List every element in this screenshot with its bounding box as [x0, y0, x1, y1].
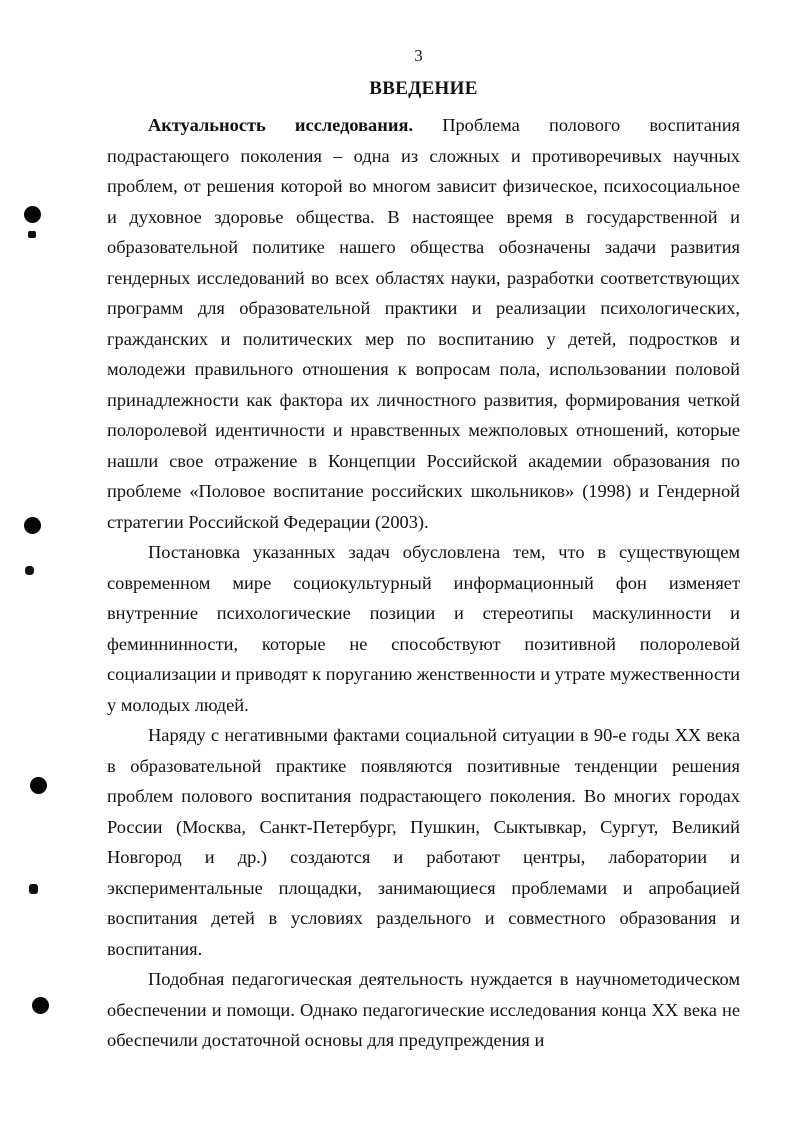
body-text: [107, 110, 740, 1056]
margin-speck: [25, 566, 34, 575]
margin-speck: [28, 231, 36, 238]
binder-hole-mark: [24, 517, 41, 534]
paragraph: Подобная педагогическая деятельность нуждается в научнометодическом обеспечении и помощи. Однако педагогические исследования конца XX века не обеспечили достаточной основы для предупреждения и: [107, 969, 740, 1050]
paragraph: Наряду с негативными фактами социальной ситуации в 90-е годы XX века в образовательной практике появляются позитивные тенденции решения проблем полового воспитания подрастающего поколения. Во многих городах России (Москва, Санкт-Петербург, Пушкин, Сыктывкар, Сургут, Великий Новгород и др.) создаются и работают центры, лаборатории и экспериментальные площадки, занимающиеся проблемами и апробацией воспитания детей в условиях раздельного и совместного образования и воспитания.: [107, 725, 740, 959]
paragraph-text: Проблема полового воспитания подрастающего поколения – одна из сложных и противоречивых научных проблем, от решения которой во многом зависит физическое, психосоциальное и духовное здоровье общества. В настоящее время в государственной и образовательной политике нашего общества обозначены задачи развития гендерных исследований во всех областях науки, разработки соответствующих программ для образовательной практики и реализации психологических, гражданских и политических мер по воспитанию у детей, подростков и молодежи правильного отношения к вопросам пола, использовании половой принадлежности как фактора их личностного развития, формирования четкой полоролевой идентичности и нравственных межполовых отношений, которые нашли свое отражение в Концепции Российской академии образования по проблеме «Половое воспитание российских школьников» (1998) и Гендерной стратегии Российской Федерации (2003).: [107, 115, 740, 532]
page-number: 3: [414, 46, 423, 65]
binder-hole-mark: [32, 997, 49, 1014]
binder-hole-mark: [30, 777, 47, 794]
paragraph: [107, 110, 740, 537]
paragraph: Постановка указанных задач обусловлена тем, что в существующем современном мире социокультурный информационный фон изменяет внутренние психологические позиции и стереотипы маскулинности и феминнинности, которые не способствуют позитивной полоролевой социализации и приводят к поруганию женственности и утрате мужественности у молодых людей.: [107, 542, 740, 715]
section-heading: ВВЕДЕНИЕ: [369, 78, 478, 99]
paragraph-lead: Актуальность исследования.: [148, 115, 413, 135]
binder-hole-mark: [24, 206, 41, 223]
margin-speck: [29, 884, 38, 894]
